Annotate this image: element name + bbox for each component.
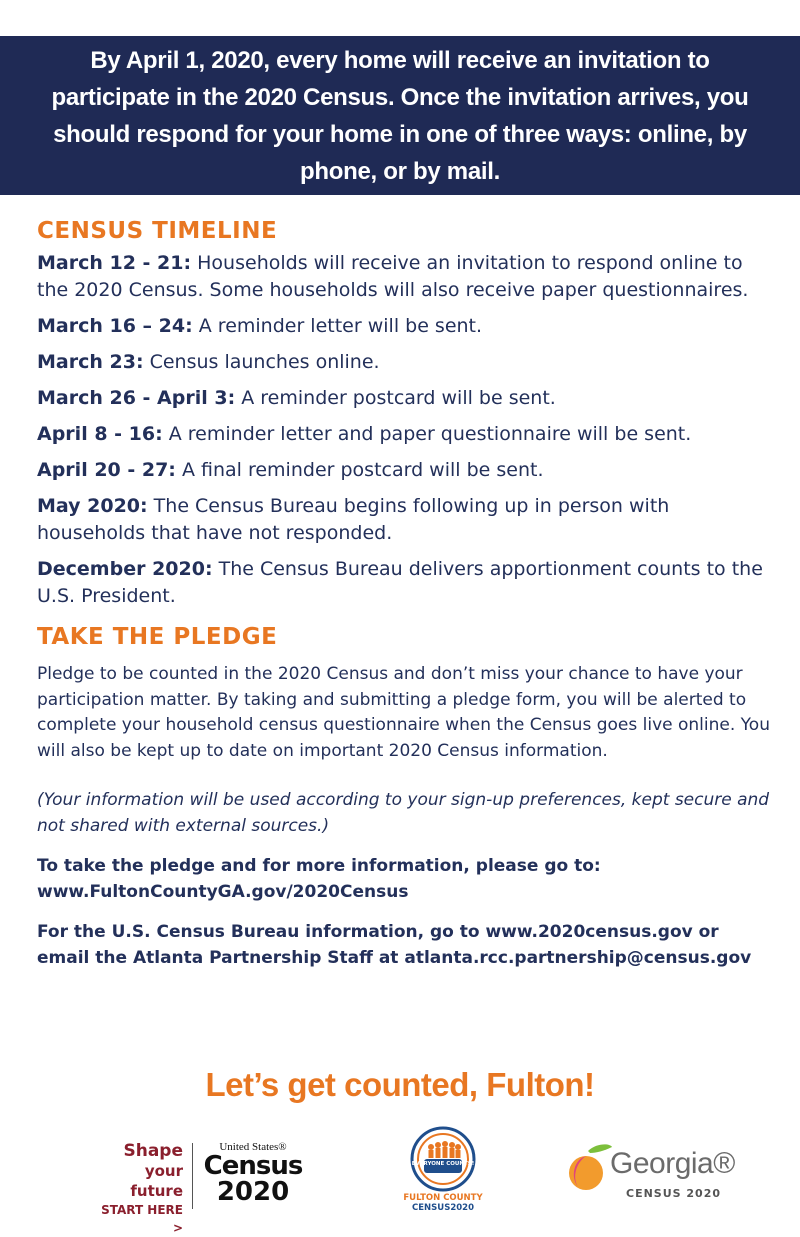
timeline-item <box>37 250 772 304</box>
timeline-text: A reminder postcard will be sent. <box>235 387 556 409</box>
timeline-date: March 26 - April 3: <box>37 387 236 409</box>
census-2020-logo <box>88 1141 303 1235</box>
timeline-item <box>37 313 772 340</box>
pledge-cta <box>37 853 772 905</box>
timeline-date: December 2020: <box>37 558 213 580</box>
timeline-item <box>37 349 772 376</box>
timeline-text: A final reminder postcard will be sent. <box>175 459 544 481</box>
pledge-heading: TAKE THE PLEDGE <box>37 624 278 650</box>
timeline-item <box>37 556 772 610</box>
timeline-text: A reminder letter and paper questionnaire will be sent. <box>162 423 692 445</box>
census-wordmark: United States® Census 2020 <box>203 1141 303 1207</box>
privacy-note: (Your information will be used according to your sign-up preferences, kept secure and not shared with external sources.) <box>37 790 770 836</box>
intro-banner <box>0 36 800 195</box>
timeline-text: The Census Bureau begins following up in person with households that have not responded. <box>37 495 670 544</box>
timeline-text: Households will receive an invitation to respond online to the 2020 Census. Some households will also receive paper questionnaires. <box>37 252 749 301</box>
timeline-date: April 20 - 27: <box>37 459 176 481</box>
georgia-wordmark: Georgia® <box>610 1147 735 1180</box>
everyone-counts-badge-icon <box>398 1125 488 1193</box>
timeline-item <box>37 457 772 484</box>
fulton-caption: FULTON COUNTY CENSUS2020 <box>403 1193 483 1213</box>
timeline-text: A reminder letter will be sent. <box>192 315 483 337</box>
logo-row <box>0 1125 800 1235</box>
timeline-date: March 12 - 21: <box>37 252 192 274</box>
timeline-item <box>37 385 772 412</box>
pledge-url-link[interactable]: www.FultonCountyGA.gov/2020Census <box>37 882 409 902</box>
main-content <box>37 218 772 971</box>
bureau-info: For the U.S. Census Bureau information, go to www.2020census.gov or email the Atlanta Partnership Staff at atlanta.rcc.partnership@census.gov <box>37 922 752 968</box>
shape-your-future-text: Shape your future START HERE > <box>101 1141 183 1235</box>
timeline-date: April 8 - 16: <box>37 423 163 445</box>
intro-text: By April 1, 2020, every home will receive an invitation to participate in the 2020 Census. Once the invitation arrives, you should respond for your home in one of three ways: online, by phone, or by mail. <box>51 46 749 185</box>
peach-icon <box>566 1141 612 1197</box>
pledge-cta-text: To take the pledge and for more information, please go to: <box>37 856 601 876</box>
timeline-item <box>37 493 772 547</box>
timeline-date: March 16 – 24: <box>37 315 193 337</box>
logo-divider <box>192 1143 193 1209</box>
timeline-text: The Census Bureau delivers apportionment counts to the U.S. President. <box>37 558 763 607</box>
georgia-census-logo <box>566 1137 735 1207</box>
timeline-list <box>37 250 772 610</box>
timeline-heading: CENSUS TIMELINE <box>37 218 278 244</box>
timeline-date: May 2020: <box>37 495 148 517</box>
timeline-date: March 23: <box>37 351 144 373</box>
georgia-caption: CENSUS 2020 <box>626 1187 722 1200</box>
fulton-county-census-logo <box>398 1125 488 1217</box>
badge-text: EVERYONE COUNTS! <box>411 1161 475 1167</box>
slogan: Let’s get counted, Fulton! <box>205 1066 595 1103</box>
timeline-text: Census launches online. <box>143 351 380 373</box>
timeline-item <box>37 421 772 448</box>
pledge-body: Pledge to be counted in the 2020 Census and don’t miss your chance to have your participation matter. By taking and submitting a pledge form, you will be alerted to complete your household census questionnaire when the Census goes live online. You will also be kept up to date on important 2020 Census information. <box>37 664 770 761</box>
